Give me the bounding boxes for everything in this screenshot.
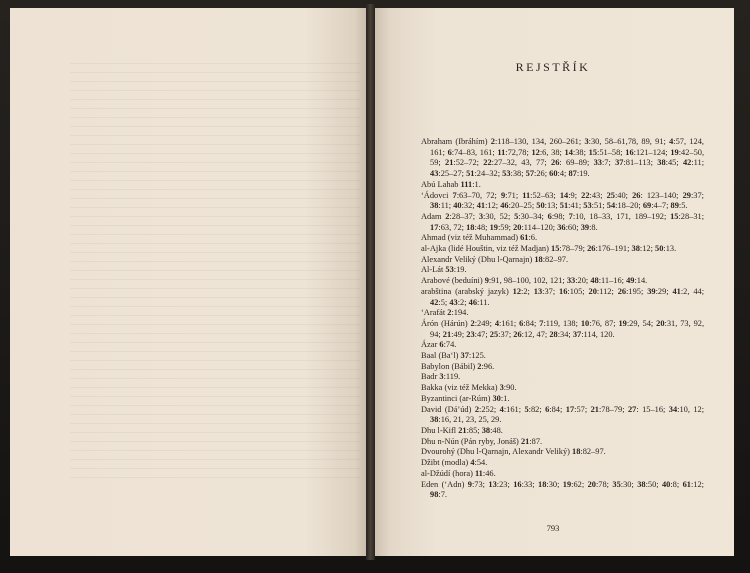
sura-number: 4 bbox=[494, 318, 500, 328]
entry-text: :12; bbox=[639, 244, 656, 254]
entry-text: :96. bbox=[481, 361, 495, 371]
sura-number: 33 bbox=[566, 276, 576, 286]
sura-number: 57 bbox=[525, 169, 534, 179]
sura-number: 23 bbox=[466, 329, 475, 339]
entry-text: :119. bbox=[443, 372, 461, 382]
index-entry bbox=[421, 437, 704, 448]
entry-text: :84; bbox=[549, 404, 566, 414]
sura-number: 12 bbox=[531, 147, 540, 157]
entry-text: ‘Ádovci bbox=[421, 190, 453, 200]
index-entry bbox=[421, 276, 704, 287]
entry-text: :8. bbox=[589, 222, 598, 232]
entry-text: :82–97. bbox=[580, 447, 606, 457]
entry-text: : 123–140; bbox=[640, 190, 683, 200]
entry-text: :63–70, 72; bbox=[456, 190, 501, 200]
sura-number: 53 bbox=[583, 201, 592, 211]
entry-text: :2; bbox=[521, 286, 534, 296]
index-entry bbox=[421, 255, 704, 266]
entry-text: :16, 21, 23, 25, 29. bbox=[438, 415, 502, 425]
sura-number: 6 bbox=[439, 340, 444, 350]
entry-text: :54. bbox=[474, 458, 488, 468]
sura-number: 43 bbox=[449, 297, 458, 307]
entry-text: :11; bbox=[438, 201, 454, 211]
sura-number: 6 bbox=[447, 147, 452, 157]
sura-number: 16 bbox=[513, 479, 522, 489]
sura-number: 49 bbox=[626, 276, 635, 286]
entry-text: :91, 98–100, 102, 121; bbox=[488, 276, 567, 286]
sura-number: 20 bbox=[656, 318, 665, 328]
sura-number: 19 bbox=[618, 318, 627, 328]
entry-text: :78–79; bbox=[559, 244, 588, 254]
sura-number: 21 bbox=[590, 404, 599, 414]
entry-text: Dhu l-Kifl bbox=[421, 425, 459, 435]
entry-text: :33; bbox=[521, 479, 538, 489]
sura-number: 5 bbox=[514, 211, 519, 221]
entry-text: :118–130, 134, 260–261; bbox=[494, 137, 585, 146]
entry-text: :37; bbox=[690, 190, 704, 200]
index-entry bbox=[421, 244, 704, 255]
sura-number: 21 bbox=[442, 329, 452, 339]
sura-number: 69 bbox=[642, 201, 652, 211]
entry-text: :4; bbox=[557, 169, 569, 179]
index-entry bbox=[421, 458, 704, 469]
sura-number: 50 bbox=[536, 201, 545, 211]
entry-text: :12, 47; bbox=[521, 329, 550, 339]
entry-text: :49; bbox=[451, 329, 467, 339]
sura-number: 30 bbox=[492, 393, 501, 403]
sura-number: 37 bbox=[572, 329, 582, 339]
sura-number: 38 bbox=[631, 244, 640, 254]
sura-number: 20 bbox=[587, 479, 596, 489]
entry-text: :11; bbox=[691, 158, 705, 168]
sura-number: 40 bbox=[453, 201, 462, 211]
entry-text: arabština (arabský jazyk) bbox=[421, 286, 513, 296]
entry-text: Babylon (Bábil) bbox=[421, 361, 478, 371]
entry-text: :81–113; bbox=[623, 158, 658, 168]
entry-text: :12; bbox=[690, 479, 704, 489]
index-entry bbox=[421, 405, 704, 426]
entry-text: :30; bbox=[620, 479, 638, 489]
entry-text: :84; bbox=[523, 318, 540, 328]
entry-text: :29, 54; bbox=[626, 318, 657, 328]
sura-number: 3 bbox=[584, 137, 589, 146]
sura-number: 34 bbox=[668, 404, 678, 414]
entry-text: :105; bbox=[567, 286, 589, 296]
entry-text: :47; bbox=[474, 329, 490, 339]
entry-text: :71; bbox=[505, 190, 523, 200]
index-entry bbox=[421, 362, 704, 373]
index-entry bbox=[421, 372, 704, 383]
entry-text: :7. bbox=[438, 490, 447, 500]
entry-text: :161; bbox=[503, 404, 525, 414]
sura-number: 7 bbox=[568, 211, 573, 221]
sura-number: 39 bbox=[580, 222, 590, 232]
index-entry bbox=[421, 447, 704, 458]
sura-number: 36 bbox=[557, 222, 566, 232]
page-number: 793 bbox=[546, 523, 560, 533]
sura-number: 15 bbox=[670, 211, 679, 221]
sura-number: 29 bbox=[682, 190, 691, 200]
entry-text: :78; bbox=[595, 479, 613, 489]
sura-number: 39 bbox=[647, 286, 656, 296]
sura-number: 61 bbox=[520, 233, 529, 243]
entry-text: :37; bbox=[498, 329, 514, 339]
index-entry bbox=[421, 469, 704, 480]
sura-number: 3 bbox=[439, 372, 444, 382]
entry-text: :195; bbox=[626, 286, 648, 296]
page-title: REJSTŘÍK bbox=[515, 60, 591, 74]
sura-number: 42 bbox=[430, 297, 439, 307]
sura-number: 11 bbox=[522, 190, 531, 200]
sura-number: 60 bbox=[549, 169, 558, 179]
sura-number: 51 bbox=[559, 201, 569, 211]
entry-text: :85; bbox=[466, 425, 482, 435]
sura-number: 4 bbox=[669, 137, 674, 146]
entry-text: :6. bbox=[528, 233, 538, 243]
entry-text: al-Ajka (lidé Houštin, viz též Madjan) bbox=[421, 244, 552, 254]
entry-text: :24–32; bbox=[474, 169, 503, 179]
entry-text: :57; bbox=[574, 404, 591, 414]
entry-text: :62; bbox=[571, 479, 588, 489]
sura-number: 3 bbox=[499, 383, 504, 393]
entry-text: Adam bbox=[421, 211, 446, 221]
entry-text: :1. bbox=[472, 179, 481, 189]
sura-number: 7 bbox=[452, 190, 457, 200]
entry-text: :28–31; bbox=[678, 211, 705, 221]
sura-number: 38 bbox=[657, 158, 666, 168]
entry-text: :252; bbox=[479, 404, 500, 414]
sura-number: 41 bbox=[672, 286, 681, 296]
sura-number: 2 bbox=[447, 308, 452, 318]
sura-number: 16 bbox=[625, 147, 634, 157]
left-page bbox=[10, 8, 369, 556]
sura-number: 11 bbox=[474, 468, 483, 478]
entry-text: Alexandr Veliký (Dhu l-Qarnajn) bbox=[421, 254, 535, 264]
entry-text: :76, 87; bbox=[589, 318, 619, 328]
sura-number: 21 bbox=[445, 158, 454, 168]
sura-number: 38 bbox=[637, 479, 646, 489]
entry-text: :161; bbox=[499, 318, 520, 328]
entry-text: Bakka (viz též Mekka) bbox=[421, 383, 500, 393]
entry-text: Ahmad (viz též Muhammad) bbox=[421, 233, 521, 243]
index-entry bbox=[421, 265, 704, 276]
index-entry bbox=[421, 426, 704, 437]
sura-number: 50 bbox=[655, 244, 664, 254]
entry-text: :42–50, 59; bbox=[430, 147, 705, 168]
entry-text: :26; bbox=[534, 169, 550, 179]
entry-text: :28–37; bbox=[449, 211, 479, 221]
entry-text: :50; bbox=[645, 479, 662, 489]
sura-number: 7 bbox=[539, 318, 544, 328]
index-entry bbox=[421, 351, 704, 362]
entry-text: :37; bbox=[542, 286, 560, 296]
index-entry bbox=[421, 340, 704, 351]
entry-text: :30; bbox=[546, 479, 563, 489]
sura-number: 3 bbox=[478, 211, 483, 221]
index-list bbox=[421, 137, 704, 501]
sura-number: 42 bbox=[682, 158, 692, 168]
sura-number: 14 bbox=[564, 147, 573, 157]
entry-text: Arabové (beduíni) bbox=[421, 276, 485, 286]
entry-text: :23; bbox=[496, 479, 514, 489]
entry-text: Ázar bbox=[421, 340, 440, 350]
sura-number: 17 bbox=[565, 404, 575, 414]
sura-number: 43 bbox=[430, 169, 439, 179]
entry-text: :176–191; bbox=[595, 244, 632, 254]
entry-text: :30, 52; bbox=[483, 211, 515, 221]
entry-text: :57, 124, 161; bbox=[430, 137, 705, 157]
index-entry bbox=[421, 319, 704, 340]
entry-text: :38; bbox=[510, 169, 526, 179]
show-through-text bbox=[70, 63, 360, 483]
sura-number: 46 bbox=[500, 201, 509, 211]
entry-text: :98; bbox=[551, 211, 569, 221]
entry-text: :114–120; bbox=[521, 222, 558, 232]
sura-number: 20 bbox=[588, 286, 597, 296]
sura-number: 18 bbox=[534, 254, 543, 264]
sura-number: 4 bbox=[470, 458, 475, 468]
entry-text: Badr bbox=[421, 372, 440, 382]
entry-text: :90. bbox=[503, 383, 517, 393]
sura-number: 16 bbox=[559, 286, 568, 296]
sura-number: 22 bbox=[581, 190, 590, 200]
sura-number: 38 bbox=[430, 201, 439, 211]
sura-number: 5 bbox=[524, 404, 529, 414]
sura-number: 51 bbox=[466, 169, 475, 179]
sura-number: 21 bbox=[520, 436, 530, 446]
entry-text: :194. bbox=[451, 308, 469, 318]
entry-text: :112; bbox=[596, 286, 618, 296]
index-entry bbox=[421, 233, 704, 244]
sura-number: 22 bbox=[483, 158, 492, 168]
entry-text: :38; bbox=[572, 147, 589, 157]
index-entry bbox=[421, 137, 704, 180]
sura-number: 40 bbox=[661, 479, 671, 489]
entry-text: Džibt (modla) bbox=[421, 458, 471, 468]
sura-number: 17 bbox=[430, 222, 439, 232]
sura-number: 18 bbox=[572, 447, 581, 457]
entry-text: :125. bbox=[468, 351, 486, 361]
entry-text: David (Dá’úd) bbox=[421, 404, 475, 414]
entry-text: :10, 18–33, 171, 189–192; bbox=[572, 211, 671, 221]
sura-number: 26 bbox=[617, 286, 627, 296]
sura-number: 54 bbox=[606, 201, 616, 211]
entry-text: : 69–89; bbox=[559, 158, 594, 168]
index-entry bbox=[421, 287, 704, 308]
sura-number: 19 bbox=[562, 479, 572, 489]
entry-text: :5; bbox=[438, 297, 450, 307]
entry-text: al-Džúdí (hora) bbox=[421, 468, 475, 478]
entry-text: :31, 73, 92, 94; bbox=[430, 318, 705, 339]
entry-text: :25–27; bbox=[438, 169, 467, 179]
entry-text: :20–25; bbox=[508, 201, 537, 211]
entry-text: :82–97. bbox=[542, 254, 569, 264]
sura-number: 98 bbox=[430, 490, 439, 500]
sura-number: 15 bbox=[588, 147, 597, 157]
sura-number: 18 bbox=[538, 479, 547, 489]
entry-text: :11. bbox=[477, 297, 490, 307]
sura-number: 6 bbox=[519, 318, 524, 328]
sura-number: 111 bbox=[460, 179, 473, 189]
index-entry bbox=[421, 394, 704, 405]
index-entry bbox=[421, 212, 704, 233]
sura-number: 4 bbox=[499, 404, 504, 414]
entry-text: :249; bbox=[474, 318, 495, 328]
entry-text: :52–72; bbox=[453, 158, 484, 168]
entry-text: Baal (Ba‘l) bbox=[421, 351, 461, 361]
sura-number: 12 bbox=[512, 286, 522, 296]
entry-text: :82; bbox=[528, 404, 546, 414]
entry-text: :72,78; bbox=[505, 147, 532, 157]
entry-text: :43; bbox=[589, 190, 607, 200]
sura-number: 48 bbox=[590, 276, 599, 286]
sura-number: 2 bbox=[445, 211, 450, 221]
right-page bbox=[372, 8, 734, 556]
entry-text: :27–32, 43, 77; bbox=[491, 158, 552, 168]
entry-text: :59; bbox=[497, 222, 514, 232]
entry-text: :12; bbox=[485, 201, 501, 211]
entry-text: :30, 58–61,78, 89, 91; bbox=[588, 137, 670, 146]
sura-number: 19 bbox=[489, 222, 498, 232]
entry-text: ‘Arafát bbox=[421, 308, 448, 318]
sura-number: 21 bbox=[458, 425, 467, 435]
sura-number: 53 bbox=[445, 265, 454, 275]
entry-text: :51; bbox=[591, 201, 607, 211]
sura-number: 25 bbox=[489, 329, 499, 339]
entry-text: :119, 138; bbox=[543, 318, 581, 328]
entry-text: :10, 12; bbox=[677, 404, 705, 414]
entry-text: :18–20; bbox=[615, 201, 643, 211]
sura-number: 9 bbox=[467, 479, 472, 489]
sura-number: 2 bbox=[470, 318, 475, 328]
entry-text: :114, 120. bbox=[581, 329, 615, 339]
sura-number: 26 bbox=[587, 244, 596, 254]
entry-text: :29; bbox=[655, 286, 673, 296]
entry-text: :13; bbox=[544, 201, 560, 211]
sura-number: 28 bbox=[549, 329, 558, 339]
entry-text: :74–83, 161; bbox=[451, 147, 498, 157]
entry-text: :48; bbox=[474, 222, 490, 232]
entry-text: :45; bbox=[665, 158, 683, 168]
sura-number: 20 bbox=[513, 222, 522, 232]
sura-number: 14 bbox=[559, 190, 569, 200]
entry-text: Al-Lát bbox=[421, 265, 446, 275]
sura-number: 25 bbox=[606, 190, 615, 200]
sura-number: 6 bbox=[547, 211, 552, 221]
entry-text: :63, 72; bbox=[438, 222, 467, 232]
entry-text: :52–63; bbox=[530, 190, 560, 200]
entry-text: Eden (‘Adn) bbox=[421, 479, 468, 489]
entry-text: :19. bbox=[453, 265, 467, 275]
sura-number: 53 bbox=[502, 169, 511, 179]
sura-number: 10 bbox=[580, 318, 590, 328]
sura-number: 2 bbox=[474, 404, 479, 414]
sura-number: 26 bbox=[513, 329, 522, 339]
entry-text: :121–124; bbox=[633, 147, 671, 157]
entry-text: :48. bbox=[490, 425, 503, 435]
index-entry bbox=[421, 308, 704, 319]
entry-text: :41; bbox=[568, 201, 584, 211]
sura-number: 2 bbox=[490, 137, 495, 146]
entry-text: :51–58; bbox=[597, 147, 626, 157]
entry-text: : 15–16; bbox=[636, 404, 669, 414]
entry-text: :14. bbox=[634, 276, 648, 286]
entry-text: :20; bbox=[575, 276, 591, 286]
entry-text: :40; bbox=[614, 190, 633, 200]
entry-text: :8; bbox=[670, 479, 683, 489]
sura-number: 26 bbox=[551, 158, 560, 168]
sura-number: 2 bbox=[477, 361, 482, 371]
sura-number: 46 bbox=[468, 297, 477, 307]
entry-text: Árón (Hárún) bbox=[421, 318, 471, 328]
entry-text: Abú Lahab bbox=[421, 179, 461, 189]
index-entry bbox=[421, 180, 704, 191]
sura-number: 6 bbox=[545, 404, 550, 414]
entry-text: :34; bbox=[557, 329, 573, 339]
sura-number: 26 bbox=[632, 190, 641, 200]
entry-text: :2; bbox=[457, 297, 469, 307]
sura-number: 33 bbox=[593, 158, 602, 168]
entry-text: :1. bbox=[500, 393, 510, 403]
sura-number: 87 bbox=[568, 169, 577, 179]
sura-number: 9 bbox=[484, 276, 489, 286]
entry-text: :4–7; bbox=[651, 201, 671, 211]
entry-text: :73; bbox=[471, 479, 489, 489]
entry-text: :6, 38; bbox=[539, 147, 565, 157]
entry-text: :78–79; bbox=[598, 404, 628, 414]
sura-number: 13 bbox=[533, 286, 543, 296]
entry-text: :11–16; bbox=[598, 276, 627, 286]
sura-number: 18 bbox=[466, 222, 475, 232]
sura-number: 35 bbox=[612, 479, 621, 489]
entry-text: :2, 44; bbox=[680, 286, 705, 296]
sura-number: 61 bbox=[682, 479, 691, 489]
sura-number: 41 bbox=[476, 201, 486, 211]
index-entry bbox=[421, 191, 704, 212]
sura-number: 9 bbox=[500, 190, 506, 200]
sura-number: 11 bbox=[497, 147, 506, 157]
index-entry bbox=[421, 480, 704, 501]
entry-text: :7; bbox=[601, 158, 616, 168]
sura-number: 37 bbox=[615, 158, 624, 168]
entry-text: :32; bbox=[461, 201, 477, 211]
entry-text: :9; bbox=[568, 190, 582, 200]
book-spine-gutter bbox=[366, 4, 375, 560]
entry-text: Dhu n-Nún (Pán ryby, Jonáš) bbox=[421, 436, 521, 446]
entry-text: :13. bbox=[663, 244, 677, 254]
entry-text: :19. bbox=[576, 169, 590, 179]
index-entry bbox=[421, 383, 704, 394]
sura-number: 38 bbox=[481, 425, 491, 435]
sura-number: 15 bbox=[551, 244, 560, 254]
entry-text: Abraham (Ibráhím) bbox=[421, 137, 491, 146]
sura-number: 89 bbox=[670, 201, 679, 211]
entry-text: :74. bbox=[443, 340, 457, 350]
sura-number: 37 bbox=[460, 351, 469, 361]
entry-text: :46. bbox=[482, 468, 496, 478]
sura-number: 19 bbox=[670, 147, 679, 157]
sura-number: 13 bbox=[488, 479, 497, 489]
entry-text: :5. bbox=[678, 201, 688, 211]
sura-number: 38 bbox=[430, 415, 439, 425]
sura-number: 27 bbox=[627, 404, 637, 414]
entry-text: :60; bbox=[565, 222, 581, 232]
entry-text: Byzantinci (ar-Rúm) bbox=[421, 393, 493, 403]
entry-text: Dvourohý (Dhu l-Qarnajn, Alexandr Veliký) bbox=[421, 447, 573, 457]
entry-text: :87. bbox=[529, 436, 543, 446]
entry-text: :30–34; bbox=[518, 211, 548, 221]
